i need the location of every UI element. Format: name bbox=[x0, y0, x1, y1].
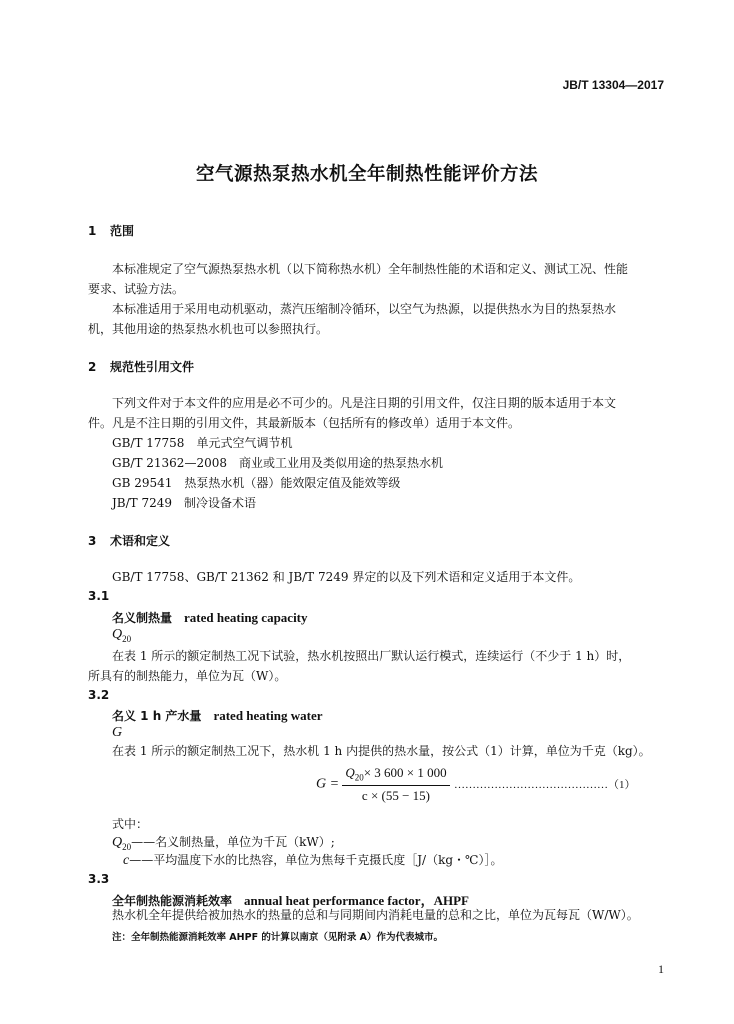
formula-subscript: 20 bbox=[354, 772, 364, 783]
paragraph-line: 要求、试验方法。 bbox=[88, 282, 185, 296]
formula-number: （1） bbox=[608, 779, 636, 791]
formula-numerator-rest: × 3 600 × 1 000 bbox=[363, 765, 447, 780]
standard-number: JB/T 13304—2017 bbox=[562, 78, 664, 92]
section-1-body bbox=[88, 259, 628, 339]
page-number: 1 bbox=[658, 962, 664, 976]
normative-reference bbox=[88, 473, 616, 493]
symbol-subscript: 20 bbox=[122, 841, 132, 852]
document-title: 空气源热泵热水机全年制热性能评价方法 bbox=[195, 164, 538, 185]
variable-symbol: c bbox=[123, 853, 130, 868]
term-definition: 在表 1 所示的额定制热工况下，热水机 1 h 内提供的热水量，按公式（1）计算，单位为千克（kg）。 bbox=[112, 744, 651, 758]
term-chinese: 名义 1 h 产水量 bbox=[112, 709, 202, 723]
reference-code: GB/T 21362—2008 bbox=[112, 456, 227, 470]
term-chinese: 全年制热能源消耗效率 bbox=[112, 894, 233, 908]
term-number: 3.1 bbox=[88, 589, 110, 603]
formula-denominator: c × (55 − 15) bbox=[361, 787, 431, 803]
paragraph-line: 在表 1 所示的额定制热工况下试验，热水机按照出厂默认运行模式，连续运行（不少于 1 h）时， bbox=[112, 649, 631, 663]
symbol-letter: Q bbox=[112, 835, 123, 850]
term-definition: 热水机全年提供给被加热水的热量的总和与同期间内消耗电量的总和之比，单位为瓦每瓦（W/W）。 bbox=[112, 908, 639, 922]
reference-name: 热泵热水机（器）能效限定值及能效等级 bbox=[184, 476, 401, 490]
formula-fraction bbox=[342, 765, 449, 804]
formula-dots: …………………………………… bbox=[454, 779, 608, 791]
paragraph-line: 所具有的制热能力，单位为瓦（W）。 bbox=[88, 669, 287, 683]
paragraph-line: 下列文件对于本文件的应用是必不可少的。凡是注日期的引用文件，仅注日期的版本适用于本文 bbox=[112, 396, 617, 410]
section-title: 范围 bbox=[110, 224, 135, 238]
variable-description: ——名义制热量，单位为千瓦（kW）; bbox=[131, 835, 335, 849]
variable-definition bbox=[123, 850, 502, 871]
section-2-body bbox=[88, 393, 616, 513]
symbol-letter: Q bbox=[112, 627, 123, 642]
term-definition bbox=[88, 646, 630, 686]
term-english: rated heating capacity bbox=[184, 610, 308, 625]
reference-code: JB/T 7249 bbox=[112, 496, 173, 510]
section-3-intro: GB/T 17758、GB/T 21362 和 JB/T 7249 界定的以及下列术语和定义适用于本文件。 bbox=[112, 570, 581, 584]
note: 注：全年制热能源消耗效率 AHPF 的计算以南京（见附录 A）作为代表城市。 bbox=[112, 932, 444, 943]
section-3-heading bbox=[88, 532, 170, 549]
section-1-heading bbox=[88, 222, 134, 239]
term-entry bbox=[112, 707, 322, 724]
term-entry bbox=[112, 609, 308, 626]
formula-symbol: Q bbox=[345, 765, 355, 780]
normative-reference bbox=[88, 493, 616, 513]
paragraph-line: 本标准规定了空气源热泵热水机（以下简称热水机）全年制热性能的术语和定义、测试工况、性能 bbox=[112, 262, 629, 276]
normative-reference bbox=[88, 433, 616, 453]
reference-code: GB/T 17758 bbox=[112, 436, 185, 450]
paragraph-line: 机，其他用途的热泵热水机也可以参照执行。 bbox=[88, 322, 329, 336]
formula-1 bbox=[316, 765, 450, 804]
normative-reference bbox=[88, 453, 616, 473]
formula-lhs: G = bbox=[316, 776, 340, 792]
reference-name: 单元式空气调节机 bbox=[196, 436, 293, 450]
variable-description: ——平均温度下水的比热容，单位为焦每千克摄氏度［J/（kg・℃）］。 bbox=[129, 853, 503, 867]
formula-numerator bbox=[342, 765, 449, 786]
section-2-heading bbox=[88, 358, 194, 375]
reference-code: GB 29541 bbox=[112, 476, 173, 490]
term-chinese: 名义制热量 bbox=[112, 611, 173, 625]
term-symbol: G bbox=[112, 725, 123, 740]
reference-name: 商业或工业用及类似用途的热泵热水机 bbox=[239, 456, 444, 470]
section-number: 2 bbox=[88, 360, 97, 374]
variable-symbol bbox=[112, 835, 131, 850]
term-english: annual heat performance factor，AHPF bbox=[244, 893, 469, 908]
term-english: rated heating water bbox=[213, 708, 323, 723]
term-number: 3.2 bbox=[88, 688, 110, 702]
paragraph-line: 本标准适用于采用电动机驱动，蒸汽压缩制冷循环，以空气为热源，以提供热水为目的热泵热水 bbox=[112, 302, 617, 316]
reference-name: 制冷设备术语 bbox=[184, 496, 257, 510]
term-symbol bbox=[112, 627, 131, 644]
symbol-subscript: 20 bbox=[122, 633, 132, 644]
section-title: 术语和定义 bbox=[110, 534, 171, 548]
section-number: 3 bbox=[88, 534, 97, 548]
section-number: 1 bbox=[88, 224, 97, 238]
section-title: 规范性引用文件 bbox=[110, 360, 195, 374]
paragraph-line: 件。凡是不注日期的引用文件，其最新版本（包括所有的修改单）适用于本文件。 bbox=[88, 416, 521, 430]
term-number: 3.3 bbox=[88, 872, 110, 886]
where-label: 式中： bbox=[112, 817, 149, 831]
formula-leader bbox=[454, 776, 636, 792]
